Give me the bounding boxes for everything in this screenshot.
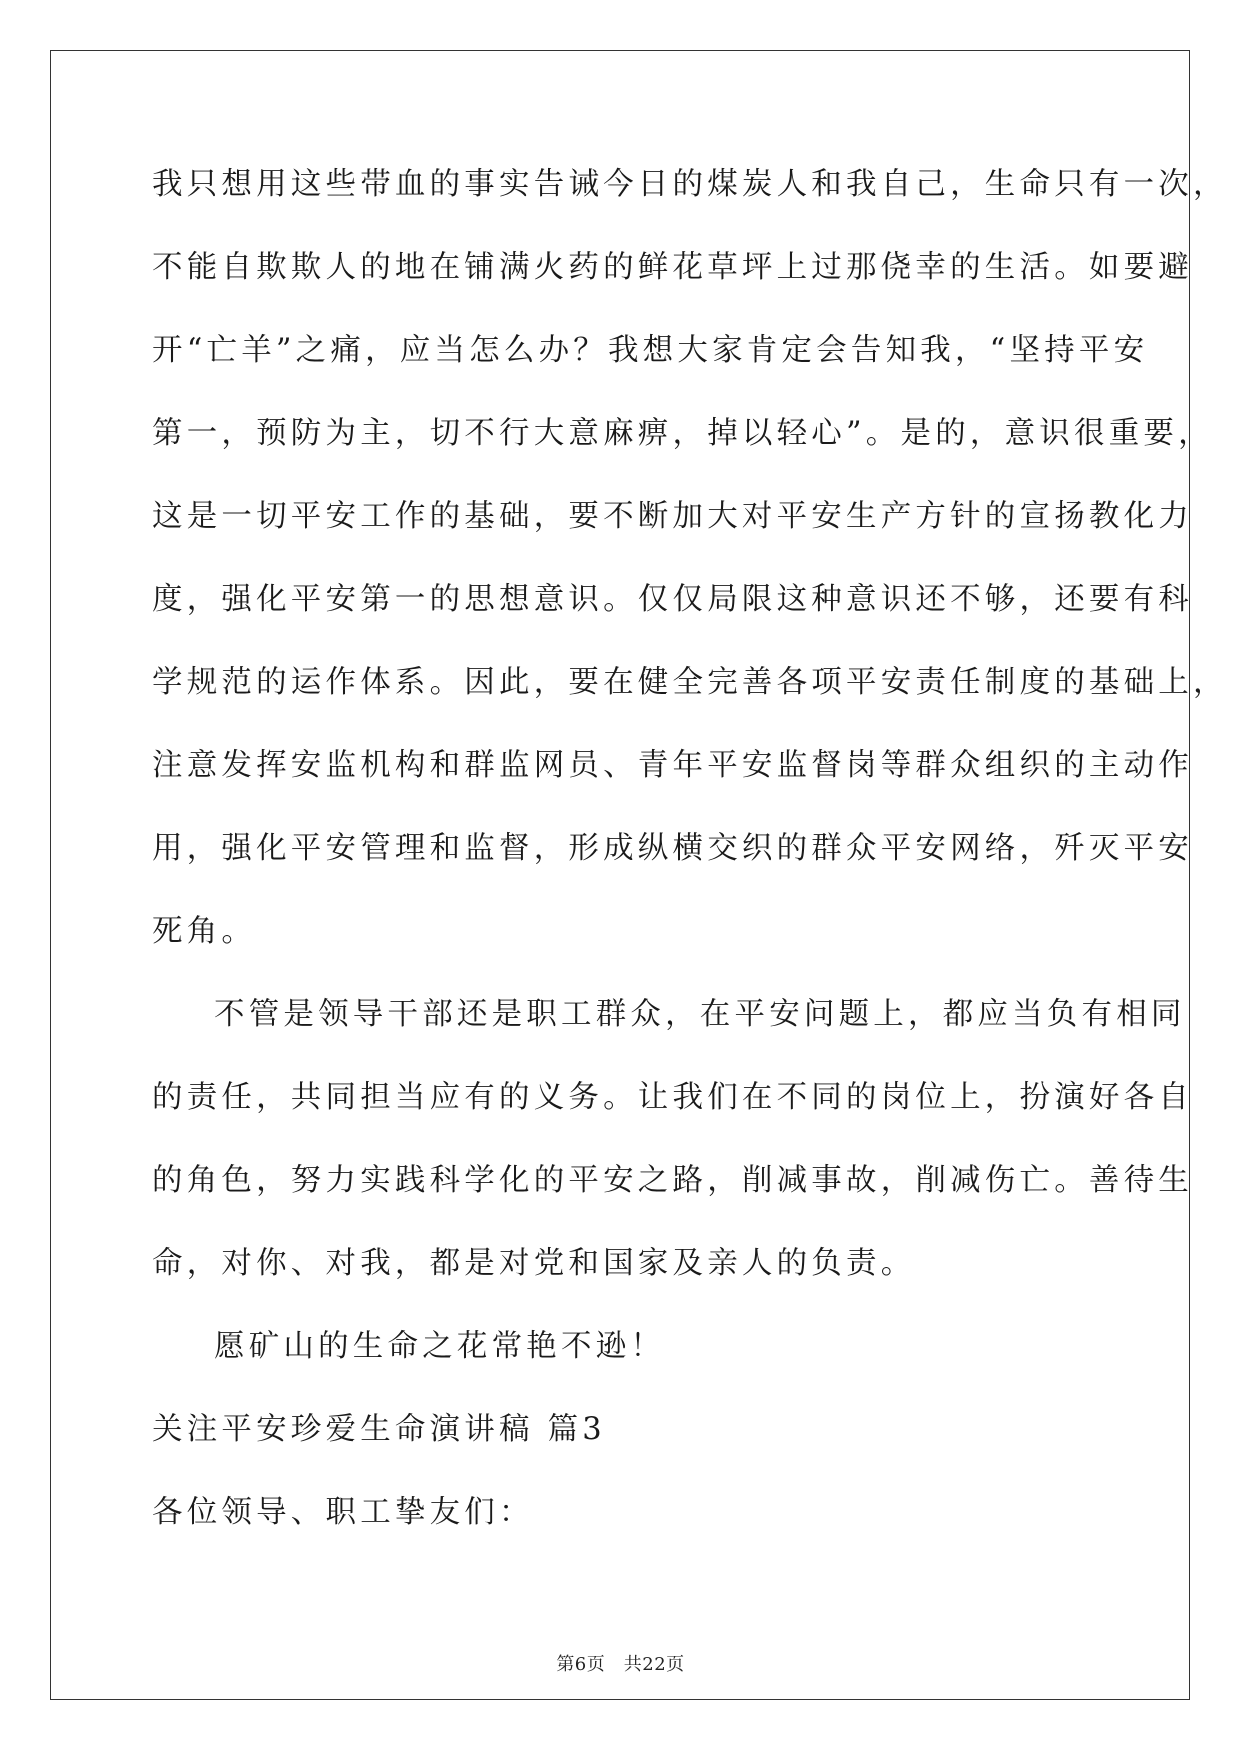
text-line-11: 不管是领导干部还是职工群众，在平安问题上，都应当负有相同 [214,997,1186,1032]
text-line-6: 度，强化平安第一的思想意识。仅仅局限这种意识还不够，还要有科 [152,582,1193,617]
text-line-8: 注意发挥安监机构和群监网员、青年平安监督岗等群众组织的主动作 [152,748,1193,783]
document-body [152,165,1228,1576]
text-line-3: 开“亡羊”之痛，应当怎么办？我想大家肯定会告知我，“坚持平安 [152,333,1149,368]
text-line-13: 的角色，努力实践科学化的平安之路，削减事故，削减伤亡。善待生 [152,1163,1193,1198]
text-line-9: 用，强化平安管理和监督，形成纵横交织的群众平安网络，歼灭平安 [152,831,1193,866]
text-line-2: 不能自欺欺人的地在铺满火药的鲜花草坪上过那侥幸的生活。如要避 [152,250,1193,285]
text-line-10: 死角。 [152,914,257,949]
salutation: 各位领导、职工挚友们： [152,1495,534,1530]
text-line-14: 命，对你、对我，都是对党和国家及亲人的负责。 [152,1246,916,1281]
text-line-1: 我只想用这些带血的事实告诫今日的煤炭人和我自己，生命只有一次， [152,167,1228,202]
text-line-5: 这是一切平安工作的基础，要不断加大对平安生产方针的宣扬教化力 [152,499,1193,534]
text-line-12: 的责任，共同担当应有的义务。让我们在不同的岗位上，扮演好各自 [152,1080,1193,1115]
text-line-4: 第一，预防为主，切不行大意麻痹，掉以轻心”。是的，意识很重要， [152,416,1213,451]
section-heading: 关注平安珍爱生命演讲稿 篇3 [152,1412,606,1447]
page-number: 第6页 共22页 [556,1654,685,1675]
text-line-7: 学规范的运作体系。因此，要在健全完善各项平安责任制度的基础上， [152,665,1228,700]
text-line-15: 愿矿山的生命之花常艳不逊！ [214,1329,666,1364]
